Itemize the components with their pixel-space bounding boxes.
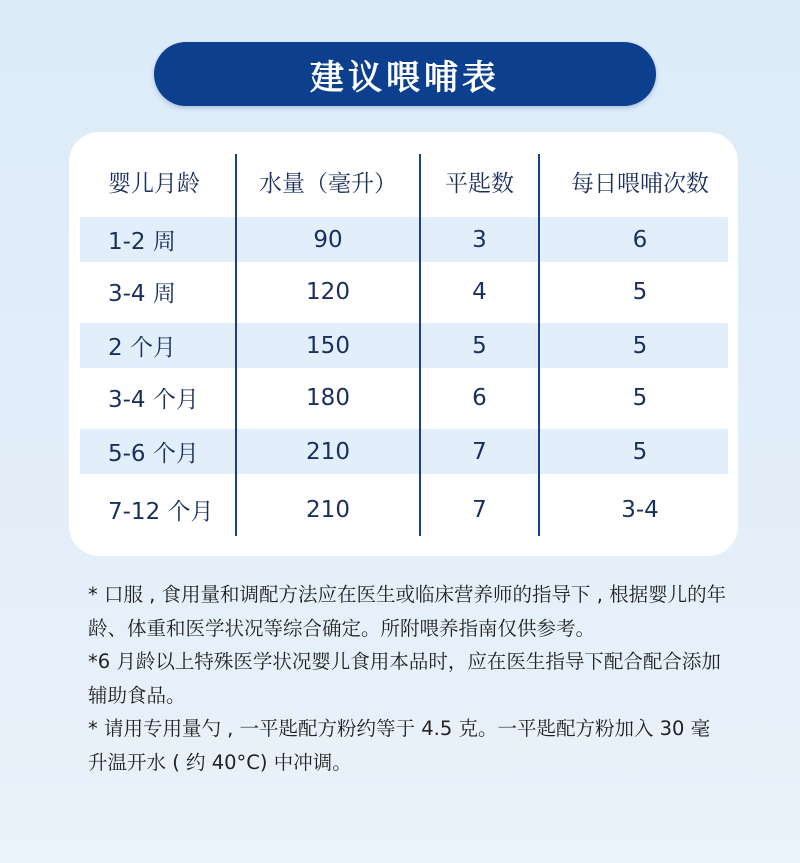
- cell-age: 7-12 个月: [108, 499, 214, 525]
- title-banner: [154, 42, 656, 106]
- cell-feeds: 5: [632, 438, 648, 465]
- feeding-table: [69, 132, 738, 556]
- cell-age: 3-4 个月: [108, 387, 199, 413]
- cell-age: 5-6 个月: [108, 441, 199, 467]
- column-divider: [538, 154, 540, 536]
- cell-scoops: 5: [472, 332, 487, 359]
- cell-scoops: 7: [472, 496, 487, 523]
- table-row: [80, 375, 728, 420]
- cell-scoops: 6: [472, 384, 487, 411]
- cell-water: 90: [313, 226, 343, 253]
- cell-age: 3-4 周: [108, 281, 176, 307]
- table-header-row: [80, 159, 728, 204]
- cell-feeds: 5: [632, 384, 648, 411]
- cell-feeds: 5: [632, 278, 648, 305]
- column-divider: [235, 154, 237, 536]
- footnote-scoop: * 请用专用量勺 , 一平匙配方粉约等于 4.5 克。一平匙配方粉加入 30 毫升温开水 ( 约 40°C) 中冲调。: [88, 717, 711, 774]
- cell-scoops: 7: [472, 438, 487, 465]
- cell-feeds: 5: [632, 332, 648, 359]
- cell-age: 2 个月: [108, 335, 176, 361]
- table-row: [80, 323, 728, 368]
- cell-water: 180: [306, 384, 350, 411]
- cell-scoops: 4: [472, 278, 487, 305]
- footnote-supplement: *6 月龄以上特殊医学状况婴儿食用本品时，应在医生指导下配合配合添加辅助食品。: [88, 650, 721, 707]
- cell-feeds: 6: [632, 226, 648, 253]
- column-divider: [419, 154, 421, 536]
- cell-water: 210: [306, 438, 350, 465]
- table-row: [80, 269, 728, 314]
- header-water: 水量（毫升）: [259, 171, 397, 197]
- table-row: [80, 429, 728, 474]
- footnotes: [88, 578, 728, 779]
- header-scoops: 平匙数: [445, 171, 514, 197]
- cell-water: 120: [306, 278, 350, 305]
- header-age: 婴儿月龄: [108, 171, 200, 197]
- cell-water: 150: [306, 332, 350, 359]
- cell-scoops: 3: [472, 226, 487, 253]
- header-feeds-per-day: 每日喂哺次数: [571, 171, 709, 197]
- cell-feeds: 3-4: [621, 496, 659, 523]
- page-title: 建议喂哺表: [310, 57, 500, 98]
- table-row: [80, 487, 728, 532]
- cell-water: 210: [306, 496, 350, 523]
- footnote-usage: * 口服 , 食用量和调配方法应在医生或临床营养师的指导下 , 根据婴儿的年龄、体重和医学状况等综合确定。所附喂养指南仅供参考。: [88, 583, 727, 640]
- cell-age: 1-2 周: [108, 229, 176, 255]
- table-row: [80, 217, 728, 262]
